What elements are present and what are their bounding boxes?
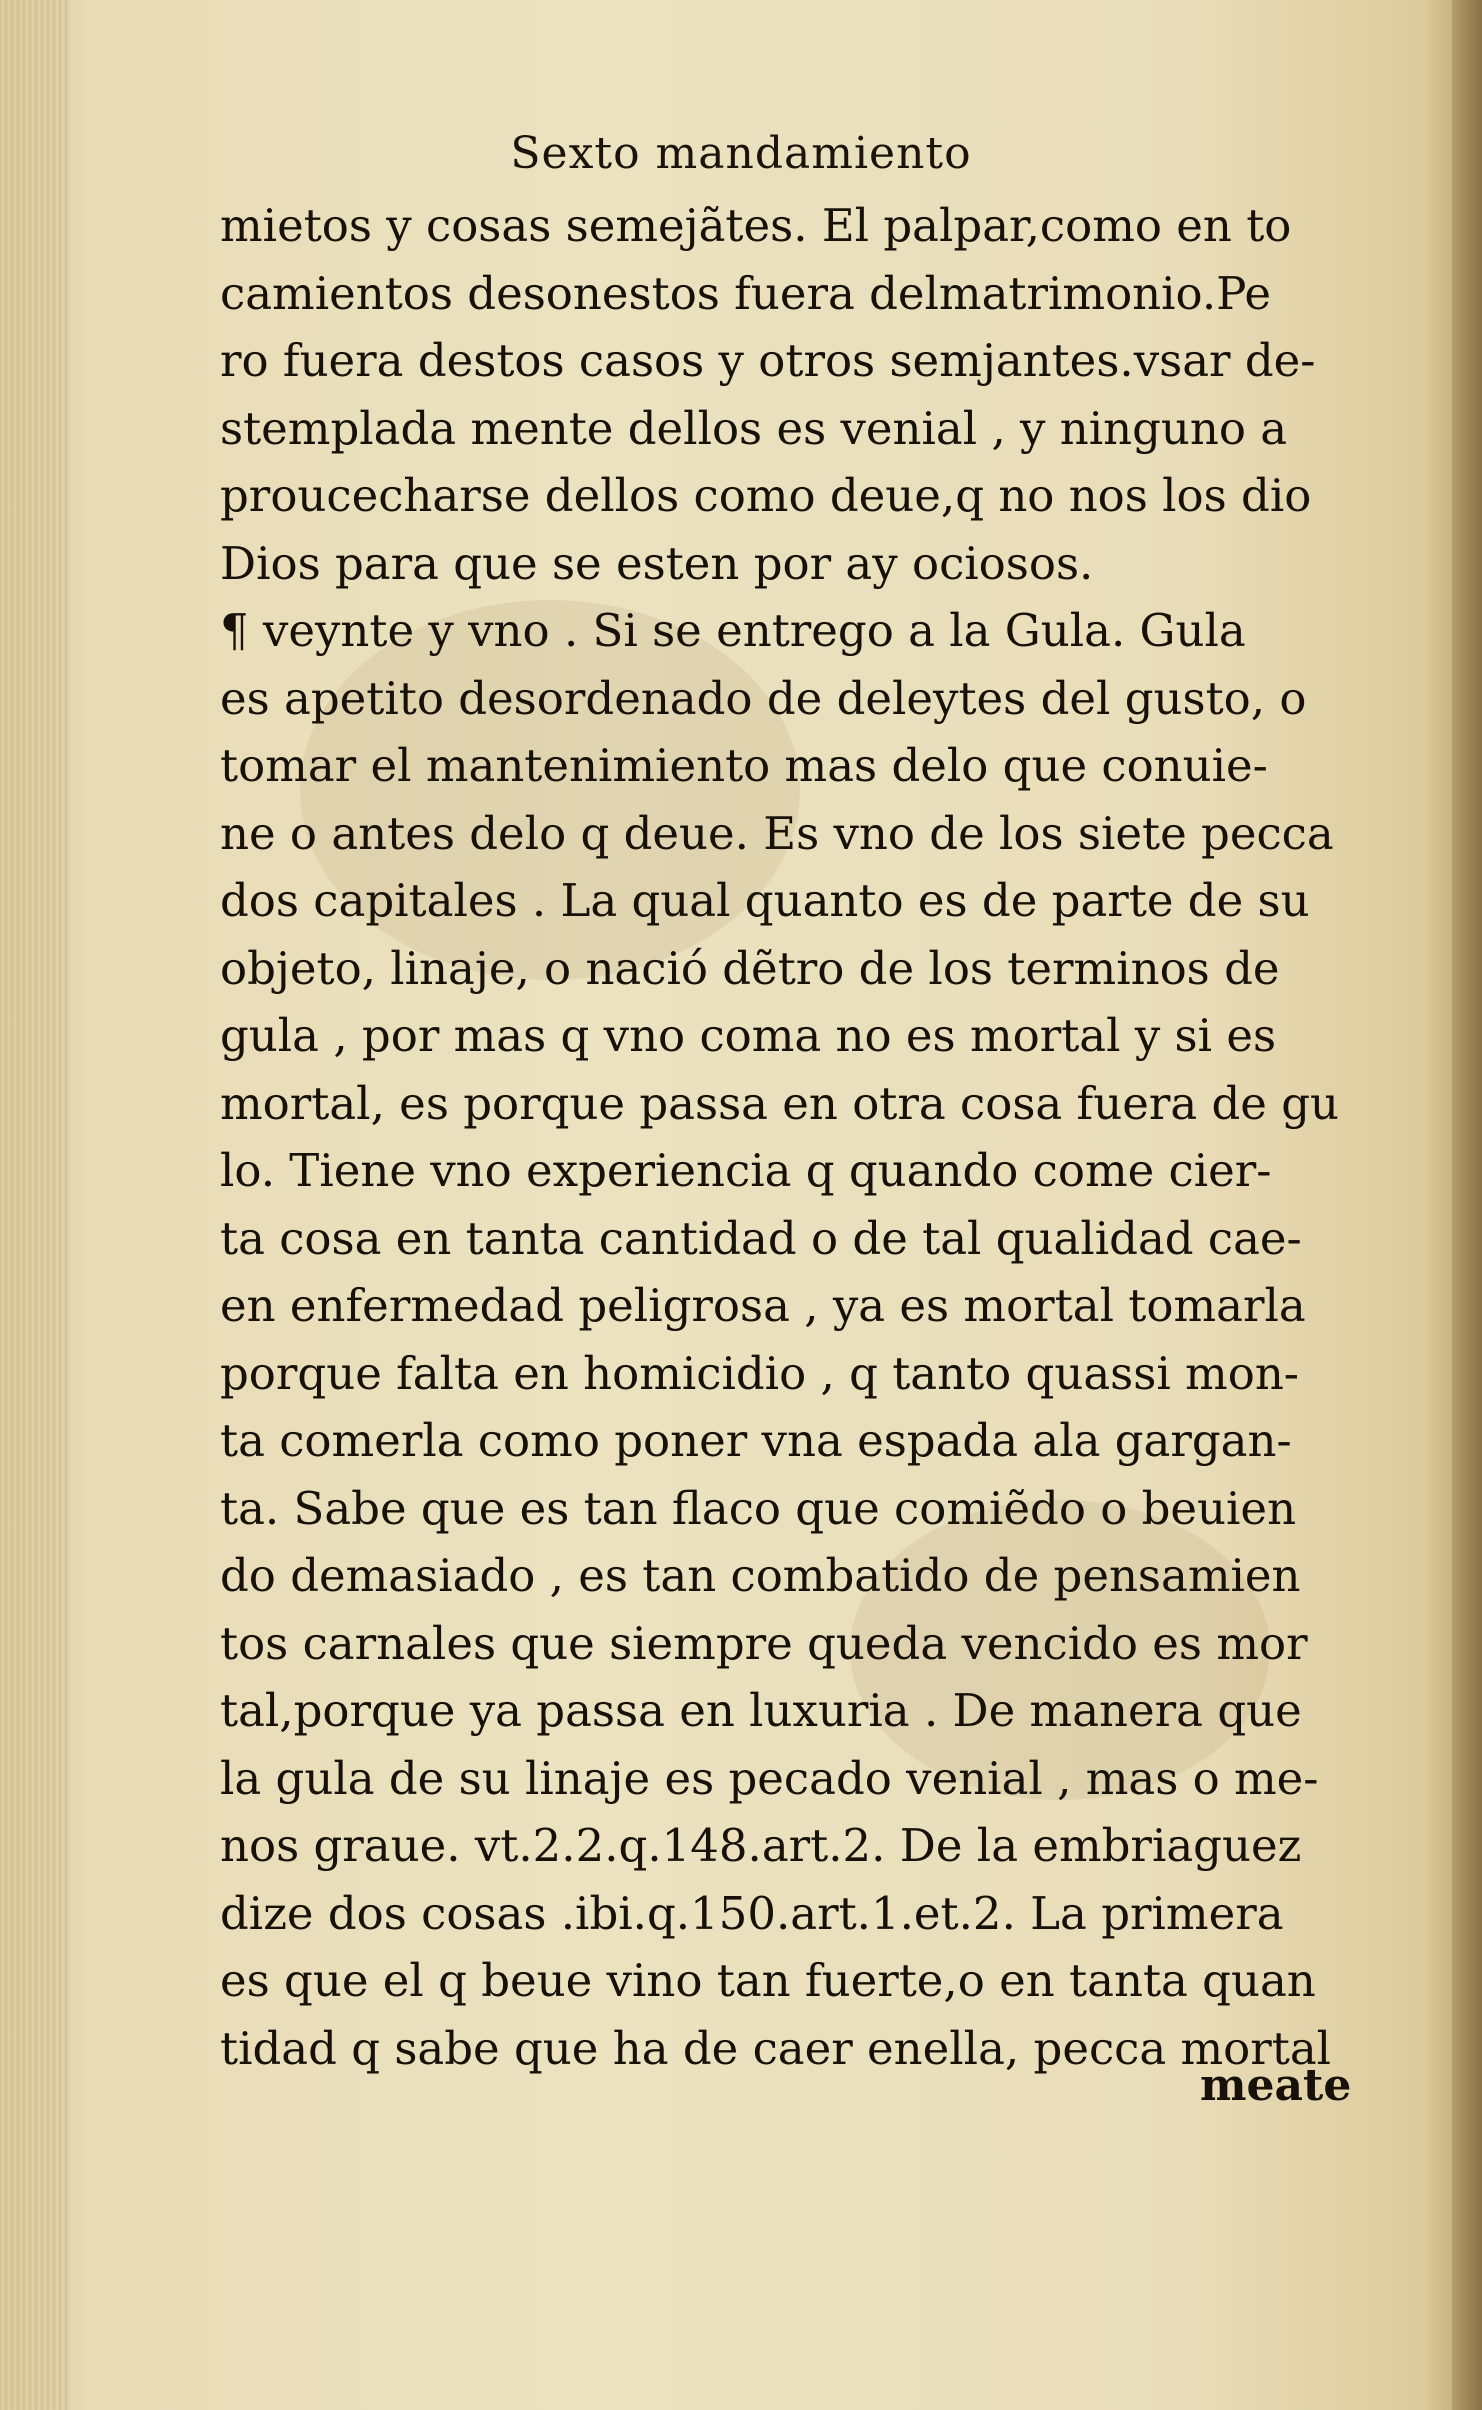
text-line: dize dos cosas .ibi.q.150.art.1.et.2. La primera — [220, 1886, 1284, 1940]
text-line: dos capitales . La qual quanto es de parte de su — [220, 874, 1310, 927]
text-line: stemplada mente dellos es venial , y ninguno a — [220, 401, 1288, 455]
text-line: tos carnales que siempre queda vencido es mor — [220, 1616, 1308, 1670]
text-line: tal,porque ya passa en luxuria . De manera que — [220, 1684, 1302, 1737]
text-line: mietos y cosas semejãtes. El palpar,como en to — [220, 199, 1292, 252]
text-line: gula , por mas q vno coma no es mortal y si es — [220, 1009, 1277, 1062]
page-edge — [1452, 0, 1482, 2410]
text-line: ne o antes delo q deue. Es vno de los siete pecca — [220, 806, 1334, 860]
text-line: proucecharse dellos como deue,q no nos los dio — [220, 469, 1312, 522]
body-text — [220, 192, 1380, 2082]
text-line: ro fuera destos casos y otros semjantes.vsar de- — [220, 334, 1316, 387]
page-gutter — [0, 0, 70, 2410]
text-line: ta cosa en tanta cantidad o de tal qualidad cae- — [220, 1211, 1302, 1265]
running-head: Sexto mandamiento — [510, 128, 972, 179]
text-line: tomar el mantenimiento mas delo que conuie- — [220, 739, 1268, 792]
text-line: lo. Tiene vno experiencia q quando come cier- — [220, 1144, 1272, 1197]
catchword: meate — [1200, 2060, 1352, 2111]
text-line: objeto, linaje, o nació dẽtro de los terminos de — [220, 941, 1280, 995]
text-line: es que el q beue vino tan fuerte,o en tanta quan — [220, 1954, 1316, 2007]
text-line: porque falta en homicidio , q tanto quassi mon- — [220, 1346, 1300, 1400]
text-line: ta comerla como poner vna espada ala gargan- — [220, 1414, 1292, 1467]
text-line: Dios para que se esten por ay ociosos. — [220, 536, 1094, 590]
text-line: camientos desonestos fuera delmatrimonio.Pe — [220, 266, 1272, 320]
text-line: mortal, es porque passa en otra cosa fuera de gu — [220, 1076, 1340, 1130]
text-line: do demasiado , es tan combatido de pensamien — [220, 1549, 1301, 1602]
text-line: ¶ veynte y vno . Si se entrego a la Gula. Gula — [220, 604, 1246, 657]
text-line: tidad q sabe que ha de caer enella, pecca mortal — [220, 2021, 1332, 2075]
text-line: nos graue. vt.2.2.q.148.art.2. De la embriaguez — [220, 1819, 1302, 1872]
text-line: en enfermedad peligrosa , ya es mortal tomarla — [220, 1279, 1306, 1332]
text-line: la gula de su linaje es pecado venial , mas o me- — [220, 1751, 1319, 1805]
text-line: es apetito desordenado de deleytes del gusto, o — [220, 671, 1307, 725]
text-line: ta. Sabe que es tan flaco que comiẽdo o beuien — [220, 1481, 1297, 1535]
